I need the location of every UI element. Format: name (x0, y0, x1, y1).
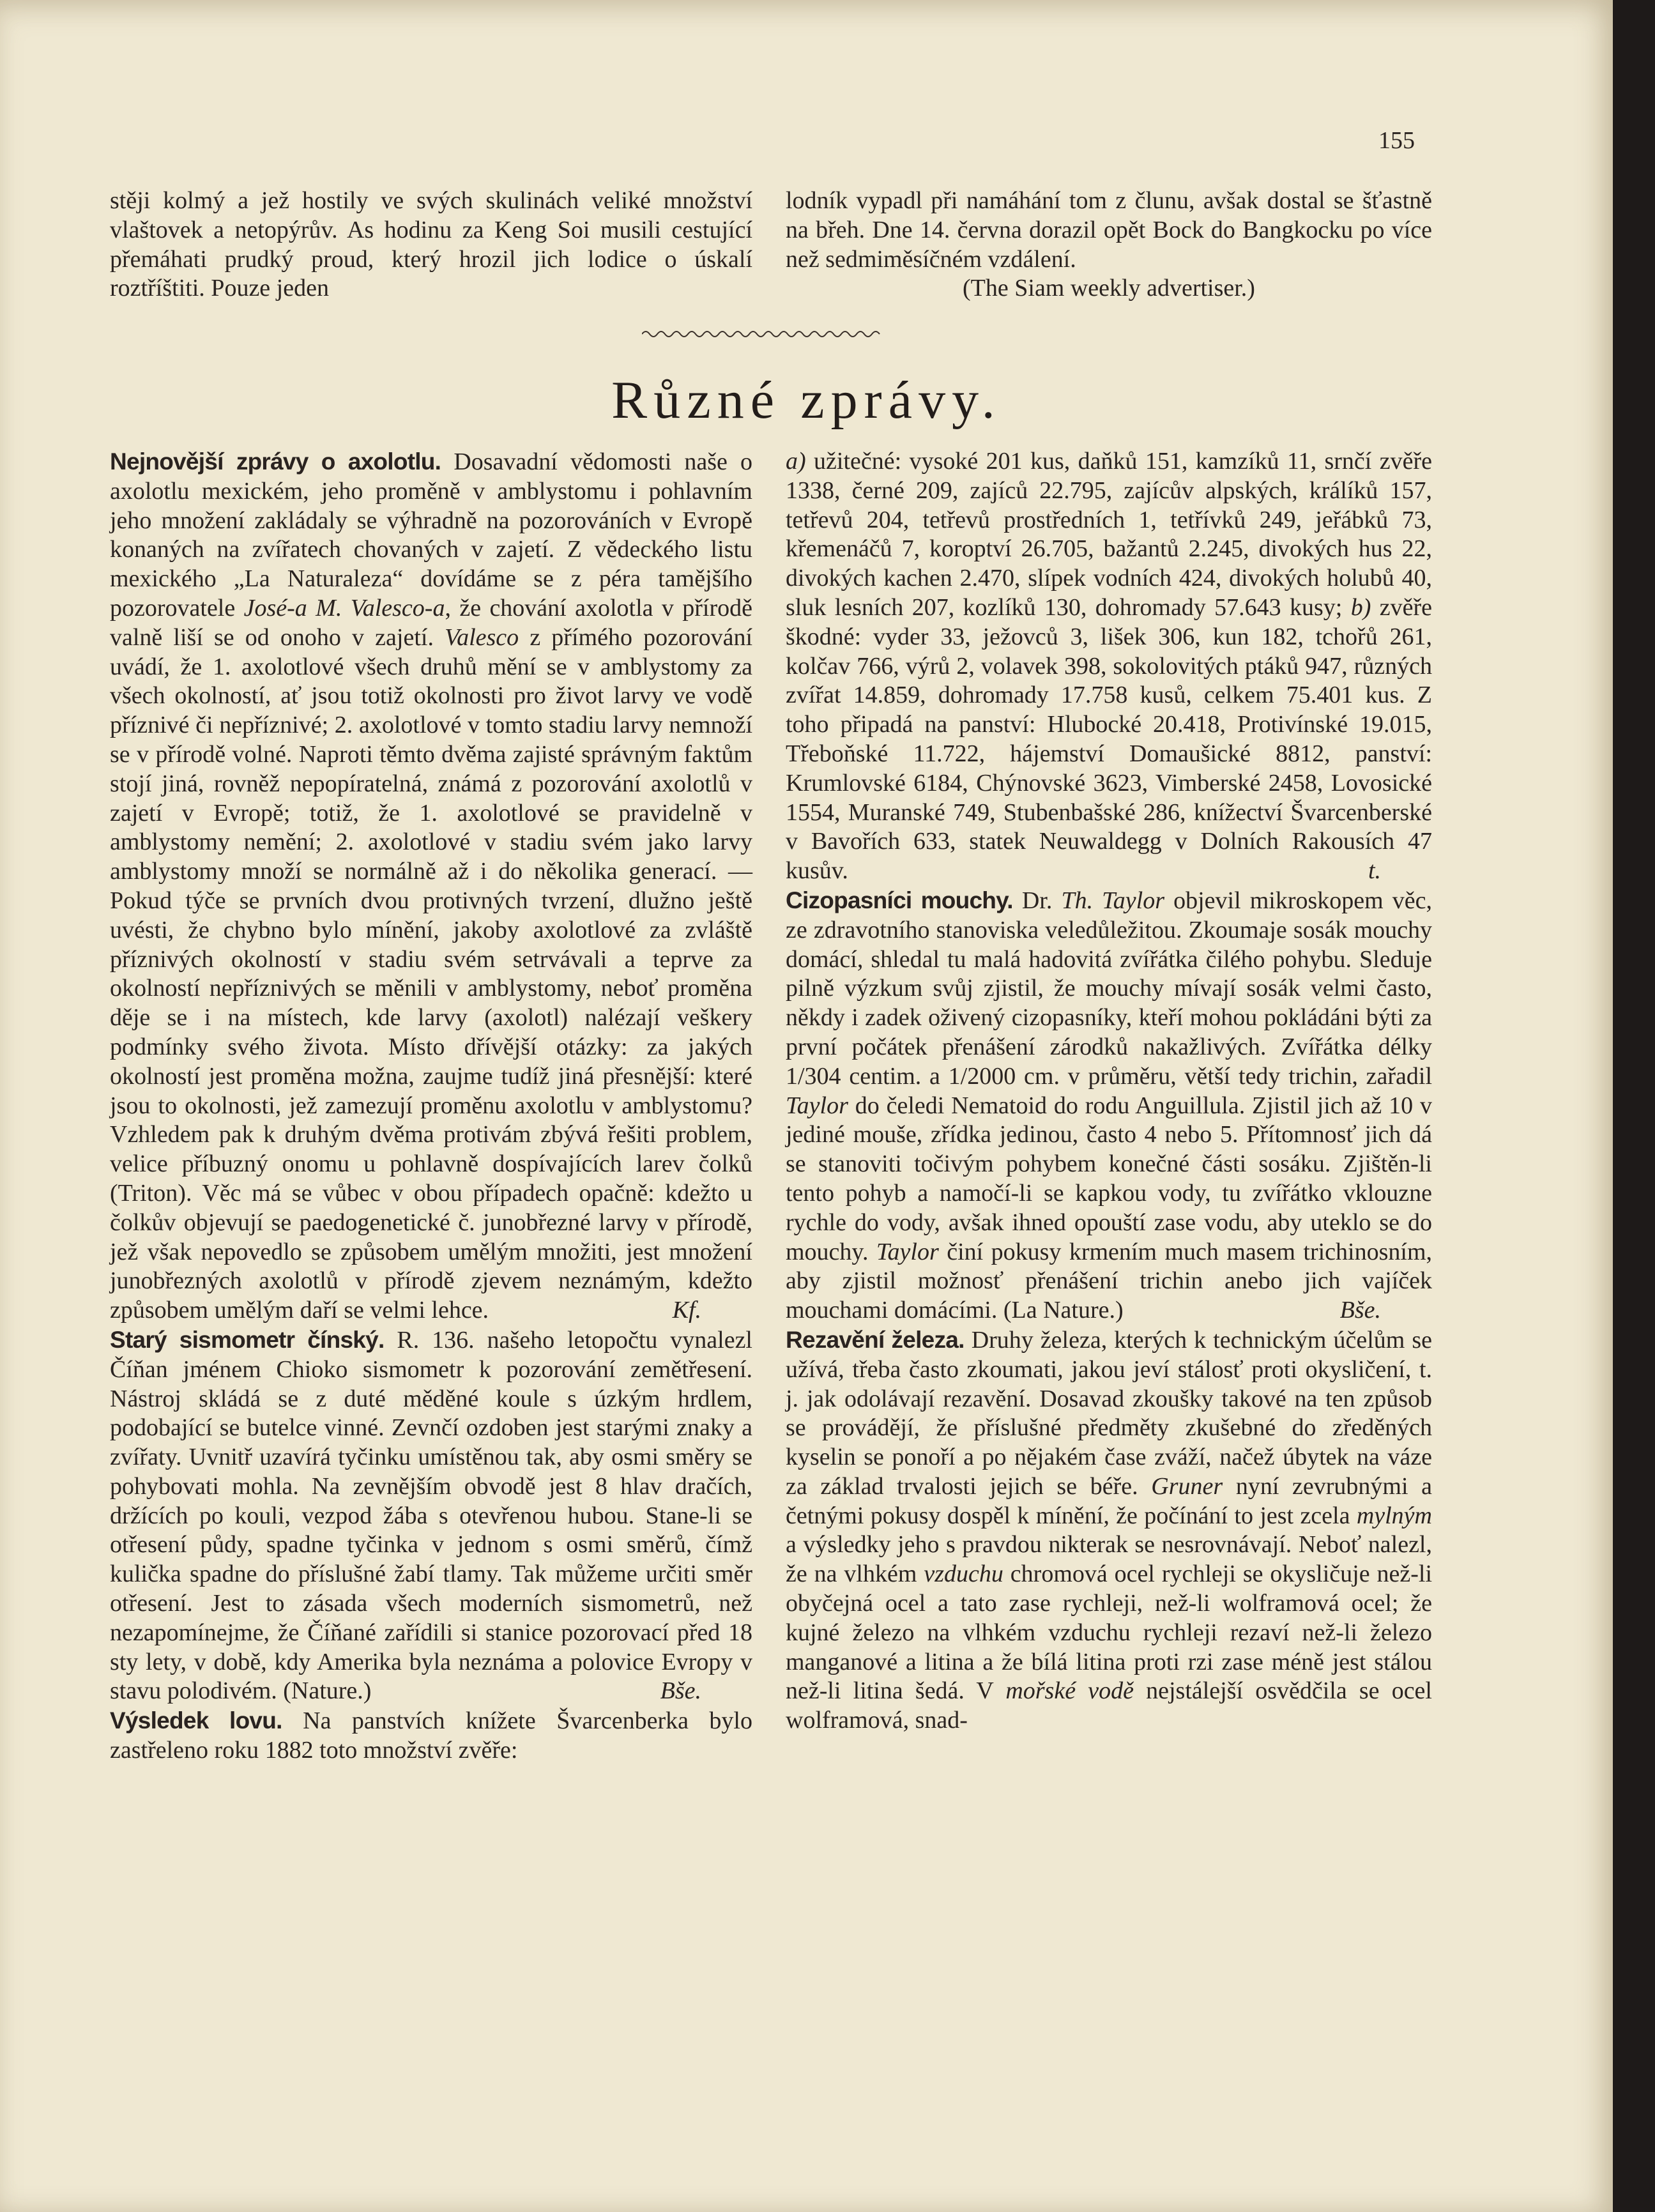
article-heading: Nejnovější zprávy o axolotlu. (110, 448, 441, 475)
main-column-right (786, 447, 1432, 1735)
fraction: 1/304 (786, 1062, 841, 1090)
article-lov-continued: a) užitečné: vysoké 201 kus, daňků 151, kamzíků 11, srnčí zvěře 1338, černé 209, zajíců 22.795, zajícův alpských, králíků 157, tetřevů 204, tetřevů prostředních 1, tetřívků 249, jeřábků 73, křemenáčů 7, koroptví 26.705, bažantů 2.245, divokých hus 22, divokých kachen 2.470, slípek vodních 424, divokých holubů 40, sluk lesních 207, kozlíků 130, dohromady 57.643 kusy; b) zvěře škodné: vyder 33, ježovců 3, lišek 306, kun 182, tchořů 261, kolčav 766, výrů 2, volavek 398, sokolovitých ptáků 947, různých zvířat 14.859, dohromady 17.758 kusů, celkem 75.401 kus. Z toho připadá na panství: Hlubocké 20.418, Protivínské 19.015, Třeboňské 11.722, hájemství Domaušické 8812, panství: Krumlovské 6184, Chýnovské 3623, Vimberské 2458, Lovosické 1554, Muranské 749, Stubenbašské 286, knížectví Švarcenberské v Bavořích 633, statek Neuwaldegg v Dolních Rakousích 47 kusův. t. (786, 447, 1432, 886)
author-name: Th. Taylor (1061, 887, 1165, 914)
article-heading: Cizopasníci mouchy. (786, 887, 1013, 913)
continued-text-right (786, 187, 1432, 303)
main-column-left (110, 447, 752, 1766)
article-heading: Starý sismometr čínský. (110, 1326, 385, 1353)
scan-dark-edge (1613, 0, 1655, 2212)
article-heading: Výsledek lovu. (110, 1707, 282, 1734)
article-sismometr: Starý sismometr čínský. R. 136. našeho letopočtu vynalezl Číňan jménem Chioko sismometr k pozorování zemětřesení. Nástroj skládá se z duté měděné koule s úzkým hrdlem, podobající se butelce vinné. Zevnčí ozdoben jest starými znaky a zvířaty. Uvnitř uzavírá tyčinku umístěnou tak, aby osmi směry se pohybovati mohla. Na zevnějším obvodě jest 8 hlav dračích, držících po kouli, vezpod žába s otevřenou hubou. Stane-li se otřesení půdy, spadne tyčinka v jednom s osmi směrů, čímž kulička spadne do příslušné žabí tlamy. Tak můžeme určiti směr otřesení. Jest to zásada všech moderních sismometrů, než nezapomínejme, že Číňané zařídili si stanice pozorovací před 18 sty lety, v době, kdy Amerika byla neznáma a polovice Evropy v stavu polodivém. (Nature.) Bše. (110, 1325, 752, 1706)
article-signature: Bše. (660, 1677, 701, 1705)
fraction: 1/2000 (948, 1062, 1016, 1090)
article-lov-start: Výsledek lovu. Na panstvích knížete Švarcenberka bylo zastřeleno roku 1882 toto množství zvěře: (110, 1707, 752, 1764)
author-name: Taylor (786, 1092, 848, 1119)
wavy-divider-ornament (642, 326, 885, 342)
continued-paragraph: stěji kolmý a jež hostily ve svých skulinách veliké množství vlaštovek a netopýrův. As hodinu za Keng Soi musili cestující přemáhati prudký proud, který hrozil jich lodice o úskalí roztříštiti. Pouze jeden (110, 187, 752, 302)
continued-text-left (110, 187, 752, 303)
article-mouchy: Cizopasníci mouchy. Dr. Th. Taylor objevil mikroskopem věc, ze zdravotního stanoviska veledůležitou. Zkoumaje sosák mouchy domácí, shledal tu malá hadovitá zvířátka čilého pohybu. Sleduje pilně výzkum svůj zjistil, že mouchy mívají sosák velmi často, někdy i zadek oživený cizopasníky, kteří mohou pokládáni býti za první počátek přenášení zárodků nakažlivých. Zvířátka délky 1/304 centim. a 1/2000 cm. v průměru, větší tedy trichin, zařadil Taylor do čeledi Nematoid do rodu Anguillula. Zjistil jich až 10 v jediné mouše, zřídka jedinou, často 4 nebo 5. Přítomnosť jich dá se stanoviti točivým pohybem konečné části sosáku. Zjištěn-li tento pohyb a namočí-li se kapkou vody, tu zvířátko vklouzne rychle do vody, avšak ihned opouští zase vodu, aby uteklo se do mouchy. Taylor činí pokusy krmením much masem trichinosním, aby zjistil možnosť přenášení trichin anebo jich vajíček mouchami domácími. (La Nature.) Bše. (786, 886, 1432, 1325)
article-zelezo: Rezavění železa. Druhy železa, kterých k technickým účelům se užívá, třeba často zkoumati, jakou jeví stálosť proti okysličení, t. j. jak odolávají rezavění. Dosavad zkoušky takové na ten způsob se provádějí, že příslušné předměty zkušebné do zředěných kyselin se ponoří a po nějakém čase zváží, načež úbytek na váze za základ trvalosti jejich se béře. Gruner nyní zevrubnými a četnými pokusy dospěl k mínění, že počínání to jest zcela mylným a výsledky jeho s pravdou nikterak se nesrovnávají. Neboť nalezl, že na vlhkém vzduchu chromová ocel rychleji se okysličuje než-li obyčejná ocel a tato zase rychleji, než-li wolframová ocel; že kujné železo na vlhkém vzduchu rychleji rezaví než-li železo manganové a litina a že bílá litina proti rzi zase méně jest stálou než-li litina šedá. V mořské vodě nejstálejší osvědčila se ocel wolframová, snad- (786, 1326, 1433, 1734)
article-signature: Kf. (672, 1297, 701, 1324)
article-signature: Bše. (1339, 1297, 1381, 1324)
article-axolotl: Nejnovější zprávy o axolotlu. Dosavadní vědomosti naše o axolotlu mexickém, jeho proměně v amblystomu i pohlavním jeho množení zakládaly se výhradně na pozorováních v Evropě konaných na zvířatech chovaných v zajetí. Z vědeckého listu mexického „La Naturaleza“ dovídáme se z péra tamějšího pozorovatele José-a M. Valesco-a, že chování axolotla v přírodě valně liší se od onoho v zajetí. Valesco z přímého pozorování uvádí, že 1. axolotlové všech druhů mění se v amblystomy za všech okolností, ať jsou totiž okolnosti pro život larvy ve vodě příznivé či nepříznivé; 2. axolotlové v tomto stadiu larvy nemnoží se v přírodě volné. Naproti těmto dvěma zajisté správným faktům stojí jiná, rovněž nepopíratelná, známá z pozorování axolotlů v zajetí v Evropě; totiž, že 1. axolotlové se pravidelně v amblystomy nemění; 2. axolotlové v stadiu svém jako larvy amblystomy množí se normálně až i do několika generací. — Pokud týče se prvních dvou protivných tvrzení, dlužno ještě uvésti, že chybno bylo mínění, jakoby axolotlové za zvláště příznivých okolností v stadiu svém setrvávali a teprve za okolností nepříznivých se měnili v amblystomy, neboť proměna děje se i na místech, kde larvy (axolotl) nalézají veškery podmínky svého života. Místo dřívější otázky: za jakých okolností jest proměna možna, zaujme tudíž jiná přesnější: které jsou to okolnosti, jež zamezují proměnu axolotlu v amblystomu? Vzhledem pak k druhým dvěma protivám zbývá řešiti problem, velice příbuzný onomu u pohlavně dospívajících larev čolků (Triton). Věc má se vůbec v obou případech opačně: kdežto u čolkův objevují se paedogenetické č. junobřezné larvy v přírodě, jež však nepovedlo se způsobem umělým množiti, jest množení junobřezných axolotlů v přírodě zjevem neznámým, kdežto způsobem umělým daří se velmi lehce. Kf. (110, 447, 752, 1325)
author-name: Taylor (876, 1238, 939, 1265)
article-signature: t. (1368, 857, 1381, 885)
author-name: Gruner (1151, 1472, 1223, 1500)
author-name: Valesco (445, 623, 519, 651)
section-title: Různé zprávy. (611, 370, 1002, 430)
source-citation: (The Siam weekly advertiser.) (963, 275, 1255, 302)
article-heading: Rezavění železa. (786, 1326, 965, 1353)
page-number: 155 (1378, 127, 1415, 154)
continued-paragraph-end: lodník vypadl při namáhání tom z člunu, avšak dostal se šťastně na břeh. Dne 14. června dorazil opět Bock do Bangkocku po více než sedmiměsíčném vzdálení. (786, 187, 1432, 273)
author-name: José-a M. Valesco-a (243, 594, 445, 622)
